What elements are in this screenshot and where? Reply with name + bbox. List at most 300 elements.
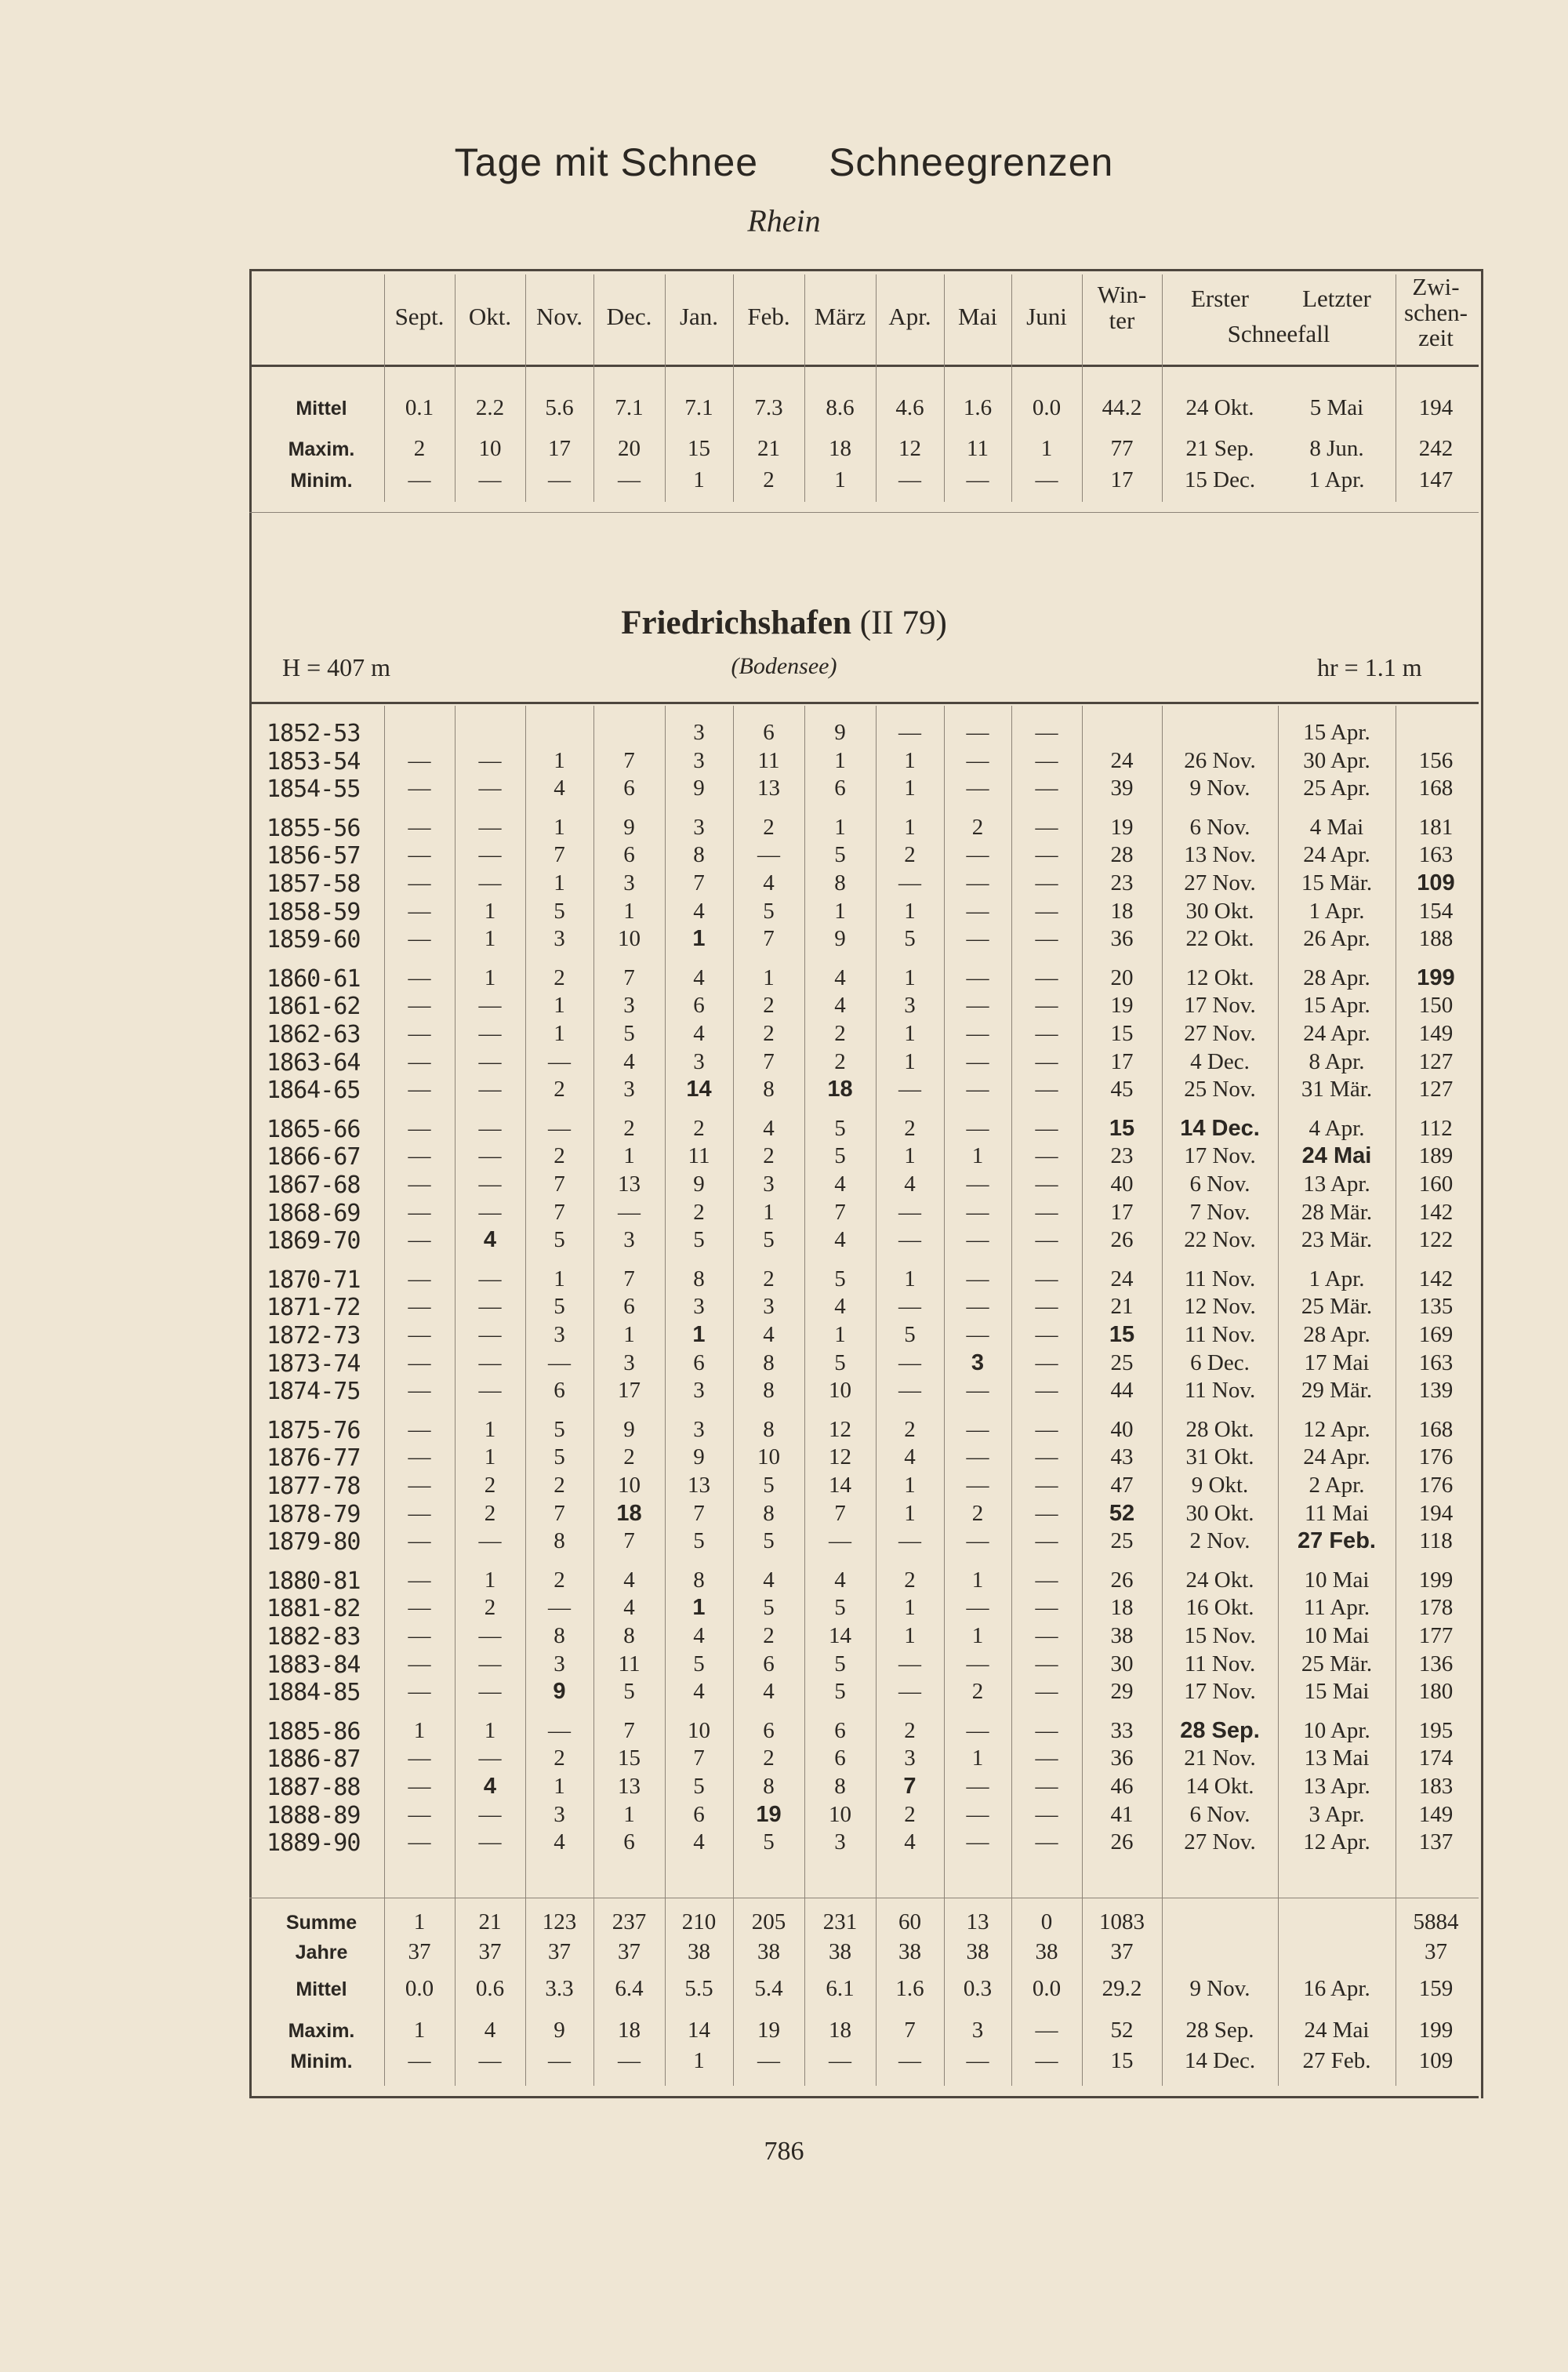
summary-cell: — [408, 467, 431, 492]
row-cell: 11 [757, 747, 780, 773]
row-cell: — [966, 1595, 989, 1621]
row-cell: 135 [1418, 1294, 1454, 1320]
row-cell: 1 [484, 1567, 496, 1593]
row-cell: — [408, 1199, 431, 1225]
row-cell: 19 [756, 1801, 782, 1827]
row-cell: — [1035, 1444, 1058, 1470]
summary-cell: — [898, 2048, 921, 2073]
row-cell: 4 [483, 1227, 497, 1253]
summary-cell: 237 [612, 1909, 647, 1934]
row-cell: — [1035, 1115, 1058, 1141]
row-cell: 12 Nov. [1184, 1294, 1256, 1320]
station-heading [0, 604, 1568, 642]
row-cell: 183 [1418, 1774, 1454, 1799]
row-cell: 5 [623, 1679, 635, 1705]
row-cell: — [408, 1322, 431, 1347]
row-year: 1855-56 [267, 814, 361, 842]
summary-cell: 60 [898, 1909, 921, 1934]
row-cell: 12 [829, 1444, 851, 1470]
row-cell: 47 [1110, 1473, 1134, 1498]
summary-cell: 77 [1110, 436, 1134, 461]
row-cell: — [1035, 1143, 1058, 1169]
row-cell: 4 [554, 776, 565, 801]
row-cell: 14 [686, 1077, 712, 1102]
row-cell: 9 Nov. [1189, 776, 1250, 801]
row-cell: 17 [618, 1378, 641, 1404]
summary-cell: 15 Dec. [1184, 467, 1256, 492]
row-cell: 169 [1418, 1322, 1454, 1347]
row-cell: 13 Nov. [1184, 842, 1256, 868]
row-cell: 2 [693, 1115, 705, 1141]
row-cell: — [1035, 1227, 1058, 1253]
row-cell: 4 [623, 1595, 635, 1621]
row-cell: 18 [616, 1500, 642, 1526]
row-year: 1878-79 [267, 1500, 361, 1528]
row-cell: 139 [1418, 1378, 1454, 1404]
summary-cell: 5.6 [545, 395, 574, 420]
row-cell: 46 [1110, 1774, 1134, 1799]
row-cell: 28 Apr. [1303, 1322, 1370, 1347]
row-cell: 43 [1110, 1444, 1134, 1470]
summary-cell: 13 [966, 1909, 989, 1934]
row-year: 1859-60 [267, 926, 361, 954]
row-cell: 199 [1418, 1567, 1454, 1593]
row-year: 1866-67 [267, 1143, 361, 1171]
row-cell: — [1035, 1623, 1058, 1648]
row-cell: — [1035, 814, 1058, 840]
rule [249, 365, 1479, 367]
row-cell: 25 Mär. [1301, 1651, 1373, 1676]
row-cell: 176 [1418, 1444, 1454, 1470]
row-cell: — [966, 1077, 989, 1102]
row-cell: — [478, 1745, 502, 1771]
summary-cell: 123 [542, 1909, 577, 1934]
row-cell: — [408, 1444, 431, 1470]
summary-cell: 19 [757, 2018, 780, 2043]
row-cell: 3 [904, 1745, 916, 1771]
row-cell: 177 [1418, 1623, 1454, 1648]
row-cell: 137 [1418, 1829, 1454, 1855]
row-cell: 9 [553, 1679, 566, 1705]
row-cell: 8 [834, 1774, 846, 1799]
row-cell: 15 Mai [1304, 1679, 1370, 1705]
row-cell: 199 [1417, 964, 1455, 990]
row-cell: 2 [693, 1199, 705, 1225]
row-cell: 6 [763, 1651, 775, 1676]
row-cell: 127 [1418, 1077, 1454, 1102]
row-cell: — [966, 1717, 989, 1743]
row-cell: — [1035, 776, 1058, 801]
row-cell: — [1035, 1266, 1058, 1291]
row-cell: 1 [623, 898, 635, 924]
row-cell: 9 [693, 1171, 705, 1197]
row-year: 1887-88 [267, 1774, 361, 1801]
row-cell: — [966, 993, 989, 1019]
row-cell: — [408, 964, 431, 990]
summary-cell: — [898, 467, 921, 492]
row-cell: — [478, 842, 502, 868]
row-cell: — [548, 1115, 571, 1141]
row-cell: 2 [834, 1048, 846, 1074]
row-cell: 26 [1110, 1567, 1134, 1593]
summary-cell: — [966, 467, 989, 492]
row-cell: 40 [1110, 1416, 1134, 1442]
row-cell: — [408, 1473, 431, 1498]
row-cell: — [408, 870, 431, 895]
row-cell: 1 [904, 1021, 916, 1046]
row-cell: 2 [834, 1021, 846, 1046]
row-cell: 1 [554, 814, 565, 840]
row-cell: 30 Okt. [1185, 898, 1254, 924]
summary-cell: 38 [898, 1939, 921, 1964]
row-cell: 4 Apr. [1308, 1115, 1365, 1141]
summary-cell: 37 [478, 1939, 502, 1964]
row-cell: — [966, 870, 989, 895]
row-cell: 6 [623, 1829, 635, 1855]
row-cell: 168 [1418, 1416, 1454, 1442]
row-cell: 26 Nov. [1184, 747, 1256, 773]
row-cell: — [1035, 1021, 1058, 1046]
row-cell: 1 [834, 747, 846, 773]
row-cell: 27 Feb. [1298, 1528, 1376, 1554]
summary-label: Jahre [295, 1942, 348, 1963]
row-cell: 28 Mär. [1301, 1199, 1373, 1225]
row-cell: — [548, 1717, 571, 1743]
row-cell: — [478, 1294, 502, 1320]
row-cell: — [966, 1171, 989, 1197]
row-cell: 18 [1110, 1595, 1134, 1621]
title-left: Tage mit Schnee [454, 140, 759, 184]
header-1: Okt. [468, 303, 512, 330]
summary-cell: 0.0 [1032, 1976, 1062, 2001]
row-cell: 24 Apr. [1303, 842, 1370, 868]
row-cell: 5 [763, 1528, 775, 1554]
row-cell: 11 Nov. [1184, 1322, 1256, 1347]
row-cell: — [408, 1679, 431, 1705]
row-cell: 30 Okt. [1185, 1500, 1254, 1526]
row-cell: 29 Mär. [1301, 1378, 1373, 1404]
row-cell: 5 [834, 1679, 846, 1705]
row-cell: 7 [554, 1171, 565, 1197]
summary-cell: — [1035, 467, 1058, 492]
row-cell: — [408, 1021, 431, 1046]
row-cell: 8 [554, 1623, 565, 1648]
row-cell: — [478, 1349, 502, 1375]
row-year: 1872-73 [267, 1322, 361, 1349]
row-cell: 1 [692, 926, 706, 952]
row-year: 1888-89 [267, 1801, 361, 1829]
row-cell: 25 [1110, 1349, 1134, 1375]
row-cell: 8 Apr. [1308, 1048, 1365, 1074]
summary-cell: 37 [1110, 1939, 1134, 1964]
row-cell: 181 [1418, 814, 1454, 840]
row-cell: 10 [829, 1801, 851, 1827]
row-cell: 7 [623, 1717, 635, 1743]
page-subtitle: Rhein [747, 203, 821, 238]
row-cell: 10 Apr. [1303, 1717, 1370, 1743]
row-cell: 1 [904, 1595, 916, 1621]
row-cell: — [478, 1679, 502, 1705]
summary-cell: — [548, 2048, 571, 2073]
summary-cell: 1 [834, 467, 846, 492]
row-cell: — [1035, 1416, 1058, 1442]
row-cell: 1 [834, 1322, 846, 1347]
row-cell: — [478, 1623, 502, 1648]
row-cell: 8 [763, 1416, 775, 1442]
row-cell: — [1035, 1595, 1058, 1621]
row-cell: 15 Apr. [1303, 993, 1370, 1019]
row-cell: 3 [554, 926, 565, 952]
row-cell: 5 [554, 898, 565, 924]
row-cell: — [408, 814, 431, 840]
row-cell: — [1035, 1349, 1058, 1375]
row-cell: 1 [484, 926, 496, 952]
row-cell: — [548, 1349, 571, 1375]
summary-cell: 205 [751, 1909, 786, 1934]
row-cell: — [478, 1171, 502, 1197]
row-cell: 1 [971, 1745, 984, 1771]
row-cell: 24 Apr. [1303, 1021, 1370, 1046]
row-cell: 1 [554, 1266, 565, 1291]
row-cell: 3 [763, 1294, 775, 1320]
row-cell: 13 [618, 1171, 641, 1197]
summary-cell: 194 [1418, 395, 1454, 420]
row-cell: 1 [904, 1048, 916, 1074]
summary-cell: 18 [618, 2018, 641, 2043]
page-title [0, 140, 1568, 185]
row-cell: — [1035, 747, 1058, 773]
row-cell: 40 [1110, 1171, 1134, 1197]
row-cell: — [408, 1266, 431, 1291]
row-cell: 7 [623, 1528, 635, 1554]
row-cell: 36 [1110, 1745, 1134, 1771]
row-cell: — [408, 1528, 431, 1554]
row-cell: — [408, 1500, 431, 1526]
row-cell: — [408, 747, 431, 773]
row-year: 1884-85 [267, 1679, 361, 1707]
row-cell: 4 [834, 964, 846, 990]
summary-cell: 1.6 [895, 1976, 924, 2001]
row-cell: 6 [623, 842, 635, 868]
row-cell: 24 Mai [1301, 1143, 1372, 1169]
row-cell: 5 [763, 1829, 775, 1855]
row-cell: — [408, 1143, 431, 1169]
row-cell: 5 [763, 898, 775, 924]
row-cell: — [478, 870, 502, 895]
header-4: Jan. [679, 303, 719, 330]
row-cell: 1 Apr. [1308, 1266, 1365, 1291]
row-cell: 1 [763, 1199, 775, 1225]
row-cell: 1 [484, 1717, 496, 1743]
row-cell: — [1035, 1199, 1058, 1225]
row-cell: — [757, 842, 780, 868]
row-cell: 28 Sep. [1180, 1717, 1260, 1743]
row-cell: 3 [693, 1416, 705, 1442]
row-cell: 112 [1419, 1115, 1453, 1141]
row-cell: 11 Apr. [1303, 1595, 1370, 1621]
row-cell: 28 Okt. [1185, 1416, 1254, 1442]
summary-cell: 1 [413, 1909, 426, 1934]
row-cell: — [478, 1378, 502, 1404]
row-cell: 15 [618, 1745, 641, 1771]
rule [249, 2096, 1479, 2098]
row-year: 1858-59 [267, 898, 361, 926]
header-9: Juni [1026, 303, 1067, 330]
row-cell: 2 [554, 1077, 565, 1102]
row-cell: 14 [829, 1623, 851, 1648]
row-cell: 1 [763, 964, 775, 990]
title-right: Schneegrenzen [829, 140, 1114, 184]
row-cell: — [898, 1227, 921, 1253]
summary-cell: — [757, 2048, 780, 2073]
row-cell: — [966, 964, 989, 990]
row-cell: 24 [1110, 1266, 1134, 1291]
summary-cell: 2 [413, 436, 426, 461]
row-cell: — [1035, 842, 1058, 868]
row-cell: — [1035, 1717, 1058, 1743]
row-cell: — [966, 1294, 989, 1320]
row-cell: 3 [623, 870, 635, 895]
summary-cell: 159 [1418, 1976, 1454, 2001]
row-cell: 15 Apr. [1303, 720, 1370, 745]
row-cell: 156 [1418, 747, 1454, 773]
header-6: März [814, 303, 866, 330]
row-cell: 17 [1110, 1199, 1134, 1225]
row-cell: 11 [618, 1651, 641, 1676]
row-cell: — [408, 898, 431, 924]
row-cell: 8 [834, 870, 846, 895]
row-cell: 6 [623, 776, 635, 801]
row-cell: 6 [834, 1717, 846, 1743]
row-cell: 22 Nov. [1184, 1227, 1256, 1253]
row-cell: 15 Mär. [1301, 870, 1373, 895]
row-cell: 4 [763, 870, 775, 895]
row-cell: 3 [623, 1349, 635, 1375]
row-cell: 6 [693, 1801, 705, 1827]
row-cell: — [1035, 1829, 1058, 1855]
row-cell: — [1035, 1528, 1058, 1554]
row-year: 1853-54 [267, 747, 361, 776]
row-cell: 4 [834, 1171, 846, 1197]
summary-cell: 6.4 [615, 1976, 644, 2001]
summary-cell: 37 [548, 1939, 571, 1964]
row-year: 1864-65 [267, 1077, 361, 1105]
row-cell: 4 [763, 1679, 775, 1705]
row-cell: 4 [693, 1623, 705, 1648]
row-cell: — [408, 1378, 431, 1404]
row-cell: 44 [1110, 1378, 1134, 1404]
row-cell: 7 [623, 747, 635, 773]
summary-cell: 9 [554, 2018, 565, 2043]
row-cell: 3 [763, 1171, 775, 1197]
row-cell: 27 Nov. [1184, 1829, 1256, 1855]
row-cell: 52 [1109, 1500, 1135, 1526]
row-cell: — [408, 1416, 431, 1442]
row-cell: 28 Apr. [1303, 964, 1370, 990]
row-cell: 5 [834, 1349, 846, 1375]
row-cell: 1 [834, 814, 846, 840]
row-year: 1862-63 [267, 1021, 361, 1048]
row-cell: 2 [904, 1717, 916, 1743]
row-cell: 5 [834, 842, 846, 868]
row-cell: 1 [904, 1266, 916, 1291]
row-cell: 9 [623, 1416, 635, 1442]
row-cell: 2 [763, 1266, 775, 1291]
summary-cell: 0.1 [405, 395, 434, 420]
summary-cell: 17 [1110, 467, 1134, 492]
row-cell: — [966, 898, 989, 924]
summary-cell: 21 [478, 1909, 502, 1934]
row-cell: 2 [763, 993, 775, 1019]
row-cell: — [408, 926, 431, 952]
row-cell: 7 [763, 1048, 775, 1074]
row-cell: 12 Apr. [1303, 1416, 1370, 1442]
row-cell: 7 [554, 1199, 565, 1225]
row-year: 1863-64 [267, 1048, 361, 1077]
station-name: Friedrichshafen [621, 605, 852, 641]
summary-cell: 147 [1418, 467, 1454, 492]
summary-cell: 3.3 [545, 1976, 574, 2001]
row-cell: 8 [763, 1349, 775, 1375]
summary-cell: — [829, 2048, 851, 2073]
row-cell: — [898, 870, 921, 895]
row-year: 1883-84 [267, 1651, 361, 1679]
summary-cell: 37 [1425, 1939, 1447, 1964]
row-cell: 194 [1418, 1500, 1454, 1526]
row-cell: — [966, 1266, 989, 1291]
row-cell: — [408, 993, 431, 1019]
row-cell: 6 [763, 720, 775, 745]
row-cell: 4 [554, 1829, 565, 1855]
row-cell: 1 [484, 898, 496, 924]
summary-cell: — [478, 2048, 502, 2073]
summary-cell: 10 [478, 436, 502, 461]
row-year: 1881-82 [267, 1595, 361, 1623]
header-letzter: Letzter [1302, 285, 1371, 312]
header-7: Apr. [888, 303, 931, 330]
row-cell: — [1035, 720, 1058, 745]
row-cell: — [898, 1378, 921, 1404]
row-cell: — [478, 993, 502, 1019]
row-cell: 127 [1418, 1048, 1454, 1074]
row-cell: 45 [1110, 1077, 1134, 1102]
row-cell: 24 Apr. [1303, 1444, 1370, 1470]
row-cell: — [548, 1595, 571, 1621]
row-cell: 8 [693, 1567, 705, 1593]
summary-cell: 21 [757, 436, 780, 461]
summary-cell: 38 [757, 1939, 780, 1964]
row-cell: 1 [623, 1322, 635, 1347]
summary-cell: 109 [1418, 2048, 1454, 2073]
row-cell: 38 [1110, 1623, 1134, 1648]
summary-cell: 5 Mai [1309, 395, 1364, 420]
row-cell: 13 [688, 1473, 710, 1498]
row-cell: 2 Apr. [1308, 1473, 1365, 1498]
row-cell: — [478, 1143, 502, 1169]
row-cell: 142 [1418, 1199, 1454, 1225]
row-cell: — [478, 1322, 502, 1347]
row-cell: 5 [834, 1595, 846, 1621]
row-cell: 8 [763, 1077, 775, 1102]
row-cell: 1 [484, 1416, 496, 1442]
row-cell: — [478, 1829, 502, 1855]
page-number: 786 [764, 2137, 804, 2166]
row-cell: 9 Okt. [1191, 1473, 1249, 1498]
row-cell: 109 [1417, 870, 1455, 895]
row-cell: 2 [763, 1623, 775, 1648]
row-cell: 27 Nov. [1184, 870, 1256, 895]
row-cell: 14 Dec. [1180, 1115, 1260, 1141]
